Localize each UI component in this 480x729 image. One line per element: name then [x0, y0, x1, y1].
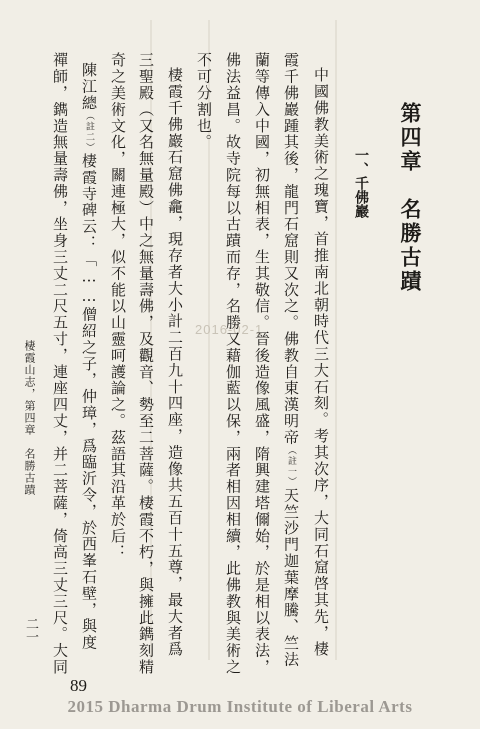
footnote-marker-1: （註一）	[286, 445, 296, 488]
section-title: 一、千佛巖	[353, 148, 369, 218]
top-watermark: 2016-02-1	[195, 322, 264, 337]
text-column-10: 禪師，鐫造無量壽佛，坐身三丈二尺五寸，連座四丈，并二菩薩，倚高三丈三尺。大同	[51, 52, 69, 676]
footer-separator: ，	[23, 388, 36, 400]
text-column-2	[283, 52, 298, 668]
text-column-2-head: 霞千佛巖踵其後，龍門石窟則又次之。佛教自東漢明帝	[282, 52, 300, 446]
footer-chapter: 第四章 名勝古蹟	[23, 400, 36, 496]
chapter-title: 第四章 名勝古蹟	[398, 102, 423, 294]
bleed-through-line	[335, 20, 337, 660]
text-column-7: 三聖殿（又名無量殿）中之無量壽佛，及觀音、勢至二菩薩。棲霞不朽，與擁此鐫刻精	[137, 52, 155, 676]
book-title: 棲霞山志	[23, 340, 36, 388]
text-column-9-head: 陳江總	[80, 62, 98, 112]
text-column-5: 不可分割也。	[195, 52, 213, 151]
bottom-watermark: 2015 Dharma Drum Institute of Liberal Arts	[67, 697, 413, 716]
text-column-9-tail: 棲霞寺碑云：「……僧紹之子，仲璋，爲臨沂令，於西峯石壁，與度	[80, 152, 98, 651]
text-column-2-tail: 天竺沙門迦葉摩騰、竺法	[282, 487, 300, 668]
running-footer	[24, 340, 35, 496]
text-column-6: 棲霞千佛巖石窟佛龕，現存者大小計二百九十四座，造像共五百十五尊，最大者爲	[166, 67, 184, 658]
text-column-8: 奇之美術文化，關連極大，似不能以山靈呵護論之。茲語其沿革於后：	[109, 52, 127, 561]
text-column-3: 蘭等傳入中國，初無相表，生其敬信。晉後造像風盛，隋興建塔儞始，於是相以表法，	[253, 52, 271, 676]
text-column-4: 佛法益昌。故寺院每以古蹟而存，名勝又藉伽藍以保，兩者相因相續，此佛教與美術之	[224, 52, 242, 676]
footnote-marker-2: （註二）	[84, 111, 94, 153]
text-column-1: 中國佛教美術之瑰寶，首推南北朝時代三大石刻。考其次序，大同石窟啓其先，棲	[312, 67, 330, 658]
text-column-9	[81, 62, 96, 651]
page-number: 89	[70, 676, 87, 695]
chinese-page-number: 二一	[23, 617, 38, 643]
